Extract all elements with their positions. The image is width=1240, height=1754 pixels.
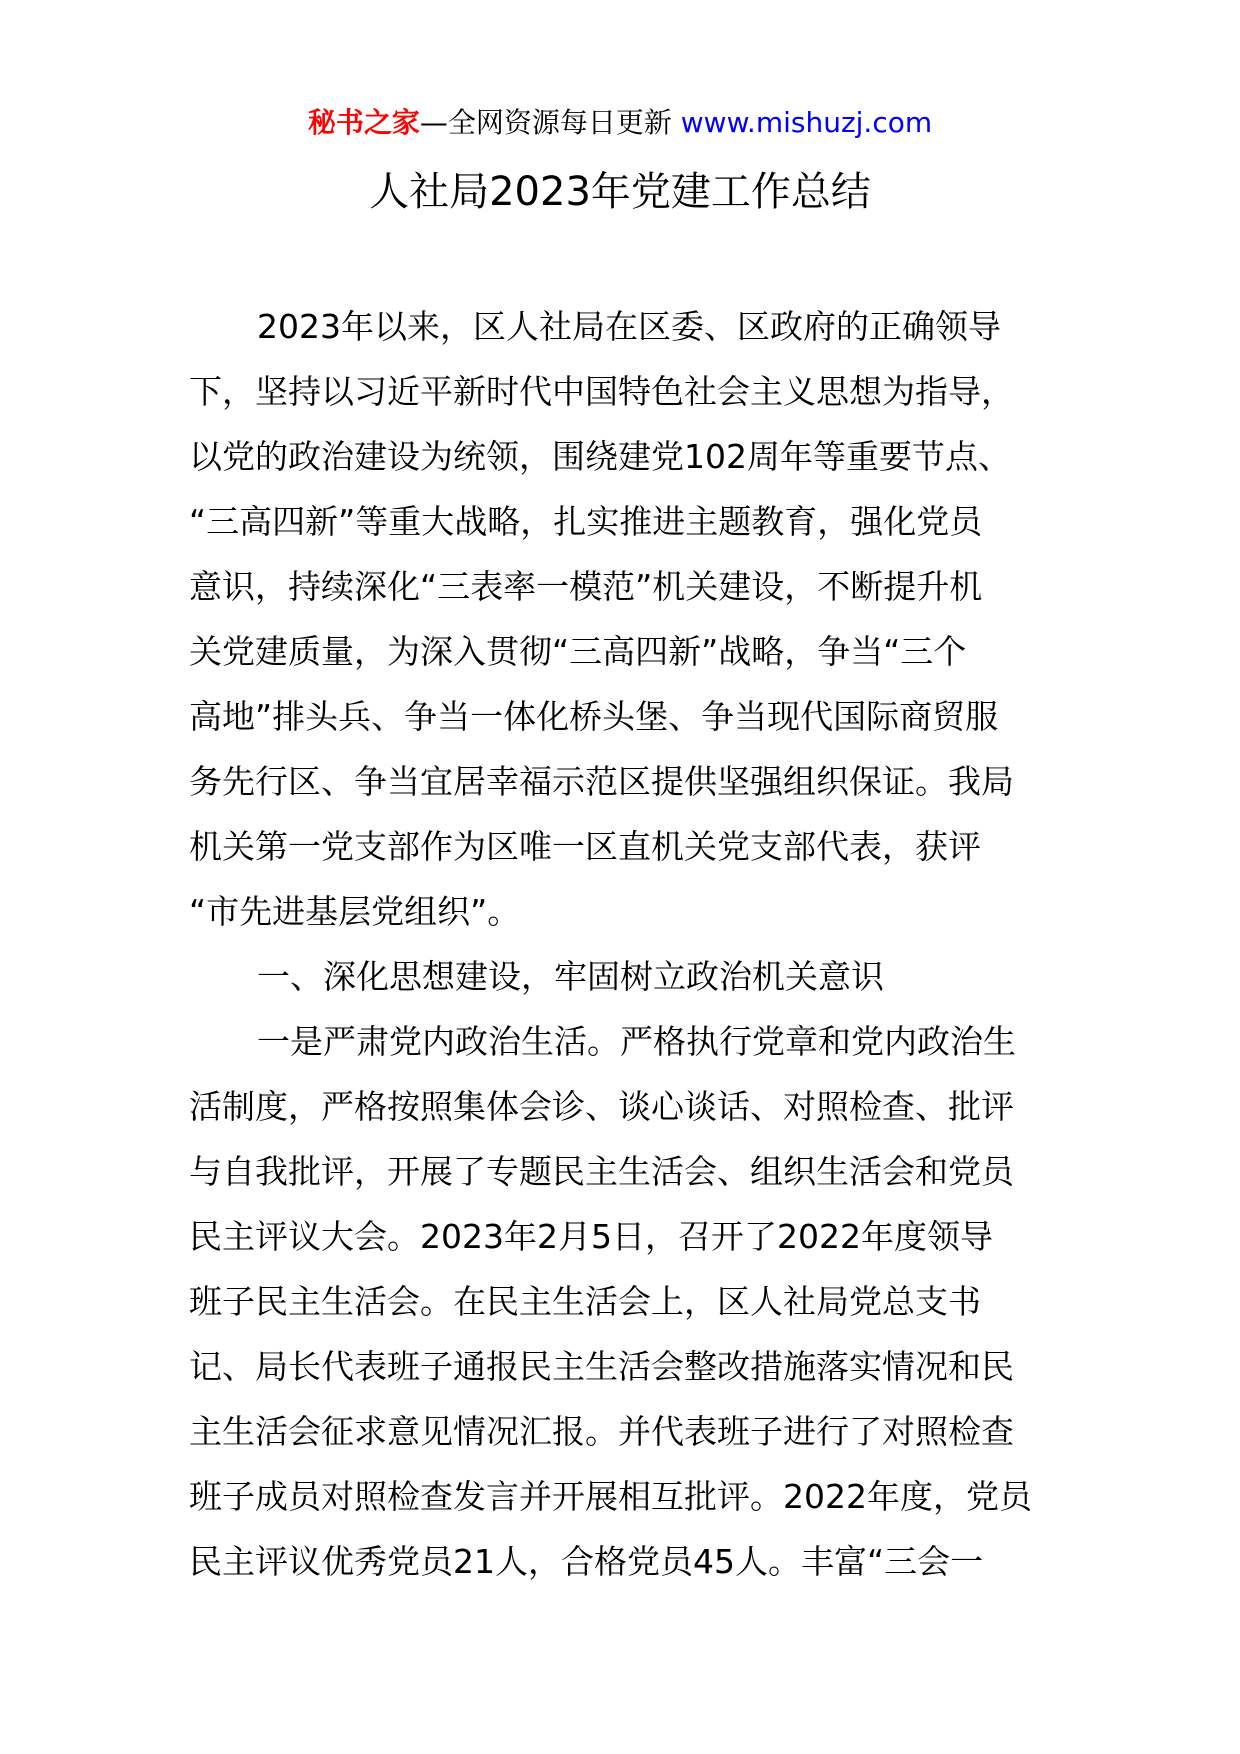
document-body: [189, 294, 1069, 1594]
paragraph-line: 以党的政治建设为统领，围绕建党102周年等重要节点、: [189, 437, 1011, 476]
paragraph-line: 高地”排头兵、争当一体化桥头堡、争当现代国际商贸服: [189, 697, 999, 736]
paragraph-line: “市先进基层党组织”。: [189, 892, 521, 931]
paragraph-line: 一是严肃党内政治生活。严格执行党章和党内政治生: [257, 1022, 1016, 1061]
paragraph-line: 意识，持续深化“三表率一模范”机关建设，不断提升机: [189, 567, 983, 606]
paragraph-line: 记、局长代表班子通报民主生活会整改措施落实情况和民: [189, 1347, 1014, 1386]
paragraph-line: “三高四新”等重大战略，扎实推进主题教育，强化党员: [189, 502, 983, 541]
document-title: 人社局2023年党建工作总结: [369, 169, 871, 215]
paragraph-line: 活制度，严格按照集体会诊、谈心谈话、对照检查、批评: [189, 1087, 1014, 1126]
paragraph-line: 下，坚持以习近平新时代中国特色社会主义思想为指导，: [189, 372, 1014, 411]
paragraph-line: 机关第一党支部作为区唯一区直机关党支部代表，获评: [189, 827, 981, 866]
header-slogan: —全网资源每日更新: [419, 106, 681, 139]
paragraph-line: 关党建质量，为深入贯彻“三高四新”战略，争当“三个: [189, 632, 967, 671]
brand-name: 秘书之家: [307, 106, 420, 139]
watermark-header: [0, 103, 1240, 143]
paragraph-line: 班子民主生活会。在民主生活会上，区人社局党总支书: [189, 1282, 981, 1321]
paragraph-line: 与自我批评，开展了专题民主生活会、组织生活会和党员: [189, 1152, 1014, 1191]
paragraph-line: 主生活会征求意见情况汇报。并代表班子进行了对照检查: [189, 1412, 1014, 1451]
paragraph-line: 民主评议大会。2023年2月5日，召开了2022年度领导: [189, 1217, 993, 1256]
paragraph-line: 班子成员对照检查发言并开展相互批评。2022年度，党员: [189, 1477, 1032, 1516]
paragraph-line: 2023年以来，区人社局在区委、区政府的正确领导: [257, 307, 1001, 346]
paragraph-line: 务先行区、争当宜居幸福示范区提供坚强组织保证。我局: [189, 762, 1014, 801]
section-heading: 一、深化思想建设，牢固树立政治机关意识: [257, 957, 884, 996]
paragraph-line: 民主评议优秀党员21人，合格党员45人。丰富“三会一: [189, 1542, 984, 1581]
site-url-link[interactable]: www.mishuzj.com: [680, 106, 933, 139]
